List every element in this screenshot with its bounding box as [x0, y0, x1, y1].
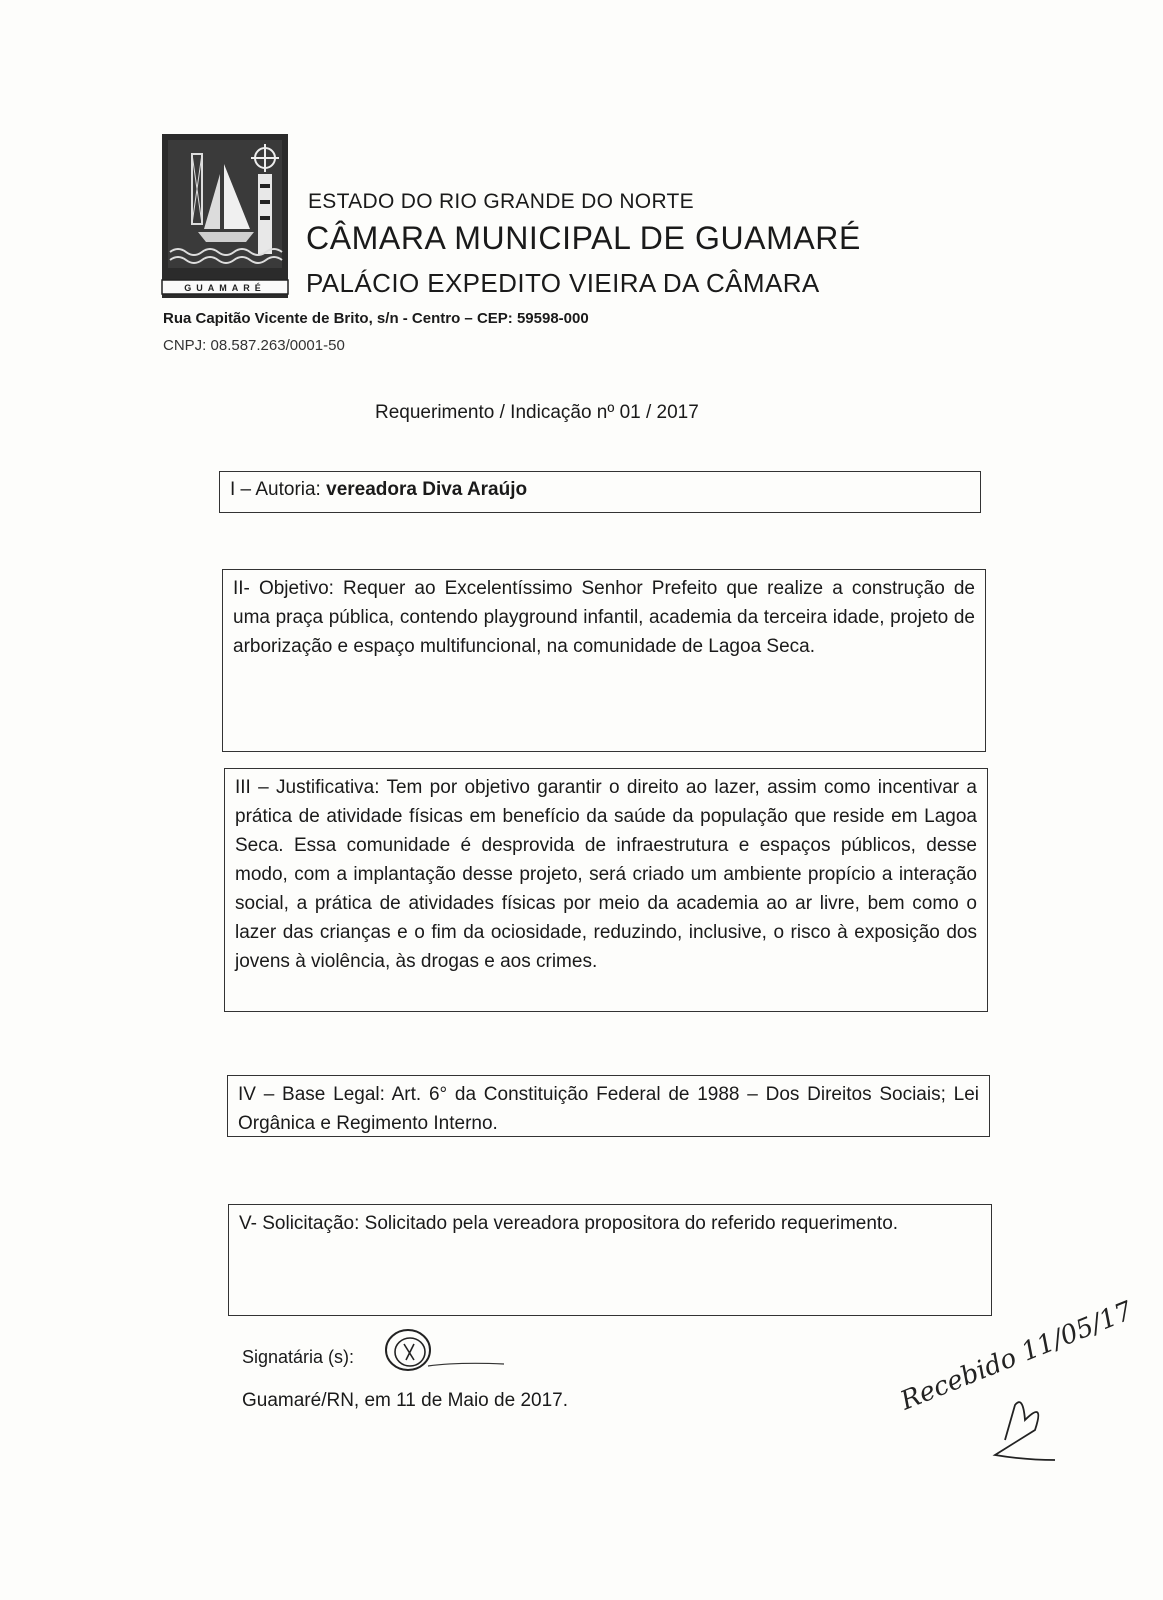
- place-date: Guamaré/RN, em 11 de Maio de 2017.: [242, 1390, 568, 1411]
- signature-mark: [378, 1322, 508, 1382]
- crest-logo: [162, 134, 288, 298]
- authorship-box: [219, 471, 981, 513]
- objective-text: II- Objetivo: Requer ao Excelentíssimo Senhor Prefeito que realize a construção de uma praça pública, contendo playground infantil, academia da terceira idade, projeto de arborização e espaço multifuncional, na comunidade de Lagoa Seca.: [233, 578, 975, 657]
- state-heading: ESTADO DO RIO GRANDE DO NORTE: [308, 190, 694, 213]
- palace-heading: PALÁCIO EXPEDITO VIEIRA DA CÂMARA: [306, 268, 820, 298]
- request-text: V- Solicitação: Solicitado pela vereadora propositora do referido requerimento.: [239, 1213, 899, 1234]
- document-title: Requerimento / Indicação nº 01 / 2017: [375, 402, 699, 423]
- received-text: Recebido 11/05/17: [896, 1296, 1137, 1417]
- justification-box: [224, 768, 988, 1012]
- authorship-label: I – Autoria:: [230, 479, 327, 500]
- request-box: [228, 1204, 992, 1316]
- legal-basis-text: IV – Base Legal: Art. 6° da Constituição Federal de 1988 – Dos Direitos Sociais; Lei Orgânica e Regimento Interno.: [238, 1084, 979, 1134]
- crest-label: GUAMARÉ: [184, 283, 266, 293]
- chamber-heading: CÂMARA MUNICIPAL DE GUAMARÉ: [306, 220, 861, 256]
- address-line: Rua Capitão Vicente de Brito, s/n - Centro – CEP: 59598-000: [163, 310, 589, 327]
- signatory-label: Signatária (s):: [242, 1347, 355, 1367]
- authorship-value: vereadora Diva Araújo: [326, 479, 528, 500]
- objective-box: [222, 569, 986, 752]
- justification-text: III – Justificativa: Tem por objetivo garantir o direito ao lazer, assim como incentivar a prática de atividade físicas em benefício da saúde da população que reside em Lagoa Seca. Essa comunidade é desprovida de infraestrutura e espaços públicos, desse modo, com a implantação desse projeto, será criado um ambiente propício a interação social, a prática de atividades físicas por meio da academia ao ar livre, bem como o lazer das crianças e o fim da ociosidade, reduzindo, inclusive, o risco à exposição dos jovens à violência, às drogas e aos crimes.: [235, 777, 977, 972]
- legal-basis-box: [227, 1075, 990, 1137]
- cnpj-line: CNPJ: 08.587.263/0001-50: [163, 337, 345, 354]
- received-stamp: [895, 1296, 1137, 1470]
